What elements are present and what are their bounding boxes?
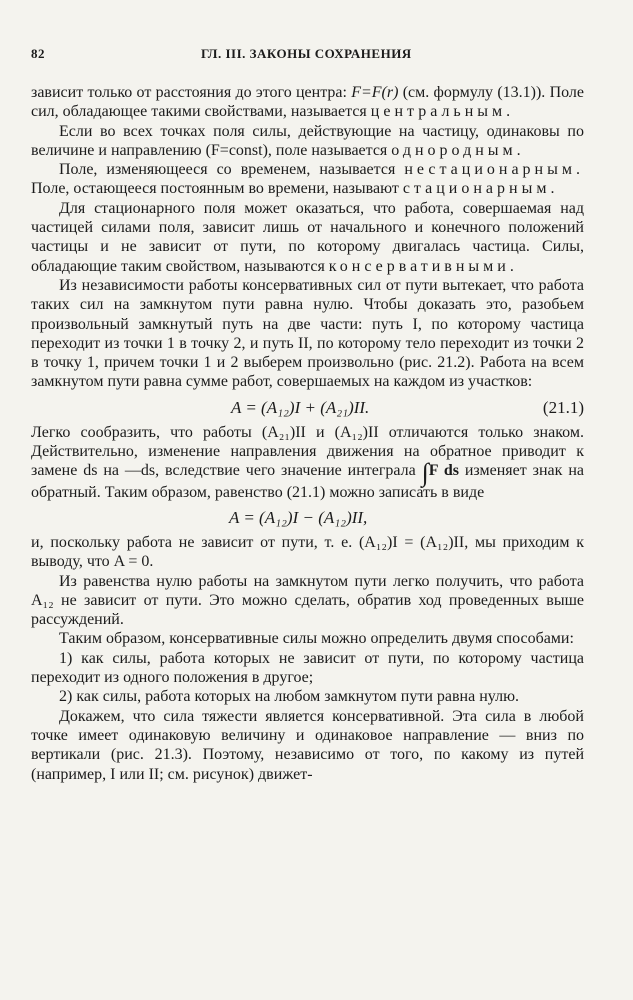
list-item-1: 1) как силы, работа которых не зависит от пути, по которому частица переходит из одного положения в другое; <box>31 649 584 687</box>
paragraph-closed-path: Из независимости работы консервативных сил от пути вытекает, что работа таких сил на замкнутом пути равна нулю. Чтобы доказать это, разобьем произвольный замкнутый путь на две части: путь I, по которому частица переходит из точки 1 в точку 2, и путь II, по которому тело переходит из точки 2 в точку 1, причем точки 1 и 2 выберем произвольно (рис. 21.2). Работа на всем замкнутом пути равна сумме работ, совершаемых на каждом из участков: <box>31 276 584 391</box>
term-uniform: однородным. <box>391 141 525 159</box>
list-item-2: 2) как силы, работа которых на любом замкнутом пути равна нулю. <box>59 688 520 706</box>
page-body <box>31 83 584 784</box>
paragraph-sign-change: Легко сообразить, что работы (A₂₁)II и (A₁₂)II отличаются только знаком. Действительно, изменение направления движения на обратное приводит к замене ds на —ds, вследствие чего значение интеграла ∫F ds изменяет знак на обратный. Таким образом, равенство (21.1) можно записать в виде <box>31 423 584 501</box>
paragraph-reverse-reasoning: Из равенства нулю работы на замкнутом пути легко получить, что работа A₁₂ не зависит от пути. Это можно сделать, обратив ход проведенных выше рассуждений. <box>31 572 584 629</box>
paragraph-conclusion: и, поскольку работа не зависит от пути, т. е. (A₁₂)I = (A₁₂)II, мы приходим к выводу, что A = 0. <box>31 533 584 571</box>
paragraph-stationary-field: Поле, изменяющееся со временем, называется нестационарным. Поле, остающееся постоянным во времени, называют стационарным. <box>31 161 584 198</box>
term-stationary: стационарным. <box>402 180 559 198</box>
running-title: ГЛ. III. ЗАКОНЫ СОХРАНЕНИЯ <box>201 46 412 61</box>
page-header <box>31 46 591 66</box>
paragraph-gravity: Докажем, что сила тяжести является консервативной. Эта сила в любой точке имеет одинаковую величину и одинаковое направление — вниз по вертикали (рис. 21.3). Поэтому, независимо от того, по какому из путей (например, I или II; см. рисунок) движет- <box>31 707 584 783</box>
term-central: центральным. <box>370 103 515 121</box>
term-nonstationary: нестационарным. <box>404 161 584 179</box>
paragraph-two-ways: Таким образом, консервативные силы можно определить двумя способами: <box>59 630 574 648</box>
equation-rewritten-formula: A = (A₁₂)I − (A₁₂)II, <box>229 507 368 527</box>
equation-rewritten <box>31 505 584 531</box>
term-conservative: консервативными. <box>328 257 518 275</box>
equation-21-1 <box>31 395 584 421</box>
integral-sign: ∫ <box>421 458 429 488</box>
integrand: F ds <box>428 462 459 480</box>
equation-21-1-formula: A = (A₁₂)I + (A₂₁)II. <box>231 397 370 417</box>
page-number: 82 <box>31 46 45 61</box>
paragraph-central-field: зависит только от расстояния до этого центра: F=F(r) (см. формулу (13.1)). Поле сил, обладающее такими свойствами, называется центральным. <box>31 84 585 121</box>
paragraph-uniform-field: Если во всех точках поля силы, действующие на частицу, одинаковы по величине и направлению (F=const), поле называется однородным. <box>31 122 584 159</box>
paragraph-conservative-forces: Для стационарного поля может оказаться, что работа, совершаемая над частицей силами поля, зависит лишь от начального и конечного положений частицы и не зависит от пути, по которому двигалась частица. Силы, обладающие таким свойством, называются консервативными. <box>31 199 584 275</box>
equation-21-1-label: (21.1) <box>542 397 584 417</box>
formula-f-of-r: F=F(r) <box>351 84 399 101</box>
